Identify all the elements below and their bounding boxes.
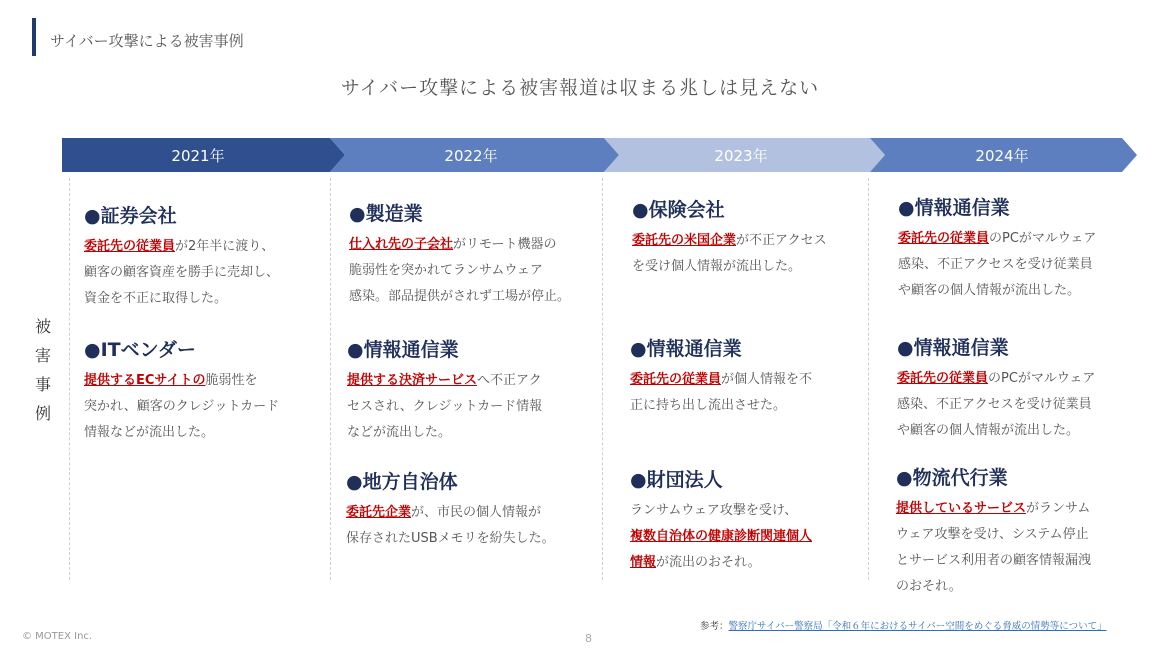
case-description: 委託先の従業員が個人情報を不 正に持ち出し流出させた。 [630, 372, 813, 413]
case-company-name: ●ITベンダー [84, 339, 196, 361]
year-label-2023: 2023年 [714, 147, 768, 165]
reference-note [700, 618, 1107, 632]
case-description: 委託先の従業員のPCがマルウェア 感染、不正アクセスを受け従業員 や顧客の個人情報が流出した。 [897, 371, 1096, 438]
case-manufacturing [349, 202, 570, 310]
case-description: 仕入れ先の子会社がリモート機器の 脆弱性を突かれてランサムウェア 感染。部品提供がされず工場が停止。 [349, 237, 571, 304]
section-title: サイバー攻撃による被害事例 [50, 32, 244, 50]
reference-prefix: 参考： [700, 621, 729, 632]
case-company-name: ●保険会社 [632, 199, 725, 221]
case-description: ランサムウェア攻撃を受け、 複数自治体の健康診断関連個人 情報が流出のおそれ。 [630, 503, 813, 570]
case-description: 委託先企業が、市民の個人情報が 保存されたUSBメモリを紛失した。 [346, 505, 555, 546]
case-company-name: ●情報通信業 [347, 339, 459, 361]
case-insurance-company [632, 198, 827, 280]
case-company-name: ●証券会社 [84, 205, 177, 227]
case-logistics-agency [896, 466, 1091, 600]
slide-headline: サイバー攻撃による被害報道は収まる兆しは見えない [340, 77, 820, 99]
case-description: 委託先の従業員が2年半に渡り、 顧客の顧客資産を勝手に売却し、 資金を不正に取得した。 [84, 239, 280, 306]
case-local-government [346, 470, 555, 552]
case-company-name: ●情報通信業 [897, 337, 1009, 359]
case-securities-company [84, 204, 279, 312]
page-number: 8 [585, 632, 592, 645]
column-divider [602, 178, 603, 580]
case-telecom-2024-a [898, 196, 1096, 304]
case-description: 提供するECサイトの脆弱性を 突かれ、顧客のクレジットカード 情報などが流出した。 [84, 373, 280, 440]
copyright: © MOTEX Inc. [22, 631, 93, 642]
side-label-damage-cases: 被 害 事 例 [34, 317, 51, 423]
column-divider [330, 178, 331, 580]
case-description: 提供する決済サービスへ不正アク セスされ、クレジットカード情報 などが流出した。 [347, 373, 543, 440]
case-company-name: ●情報通信業 [630, 338, 742, 360]
case-telecom-2022 [347, 338, 542, 446]
case-company-name: ●情報通信業 [898, 197, 1010, 219]
case-description: 提供しているサービスがランサム ウェア攻撃を受け、システム停止 とサービス利用者の顧客情報漏洩 のおそれ。 [896, 501, 1092, 594]
column-divider [868, 178, 869, 580]
year-label-2024: 2024年 [975, 147, 1029, 165]
case-description: 委託先の米国企業が不正アクセス を受け個人情報が流出した。 [632, 233, 827, 274]
year-label-2022: 2022年 [444, 147, 498, 165]
case-telecom-2023 [630, 337, 812, 419]
case-company-name: ●財団法人 [630, 469, 723, 491]
case-incorporated-foundation [630, 468, 812, 576]
case-telecom-2024-b [897, 336, 1095, 444]
case-company-name: ●物流代行業 [896, 467, 1008, 489]
case-it-vendor [84, 338, 279, 446]
case-description: 委託先の従業員のPCがマルウェア 感染、不正アクセスを受け従業員 や顧客の個人情報が流出した。 [898, 231, 1097, 298]
column-divider [69, 178, 70, 580]
reference-link[interactable]: 警察庁サイバー警察局「令和６年におけるサイバー空間をめぐる脅威の情勢等について」 [728, 621, 1107, 632]
case-company-name: ●製造業 [349, 203, 423, 225]
case-company-name: ●地方自治体 [346, 471, 458, 493]
year-label-2021: 2021年 [171, 147, 225, 165]
